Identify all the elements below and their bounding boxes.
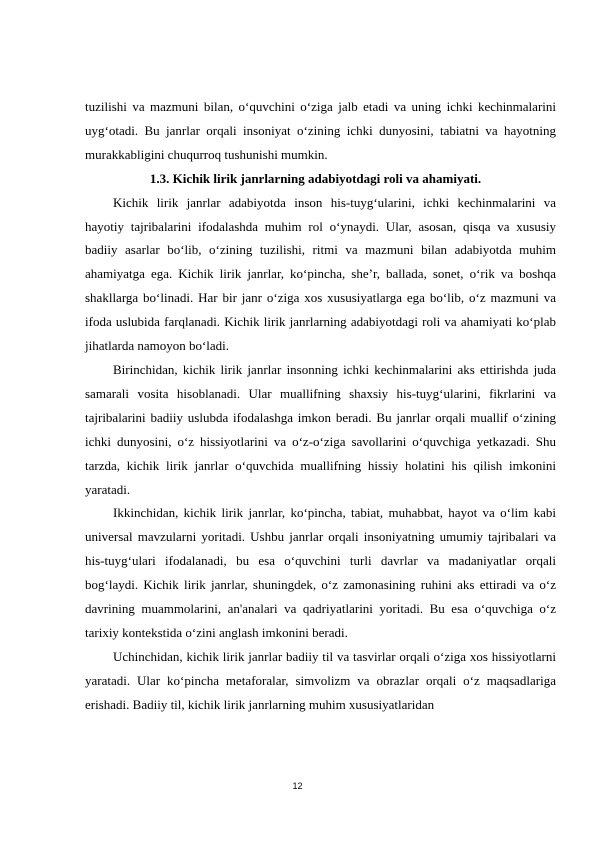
paragraph: Birinchidan, kichik lirik janrlar insonning ichki kechinmalarini aks ettirishda juda samarali vosita hisoblanadi. Ular muallifning shaxsiy his-tuyg‘ularini, fikrlarini va tajribalarini badiiy uslubda ifodalashga imkon beradi. Bu janrlar orqali muallif o‘zining ichki dunyosini, o‘z hissiyotlarini va o‘z-o‘ziga savollarini o‘quvchiga yetkazadi. Shu tarzda, kichik lirik janrlar o‘quvchida muallifning hissiy holatini his qilish imkonini yaratadi. [85, 361, 556, 497]
paragraph: Uchinchidan, kichik lirik janrlar badiiy til va tasvirlar orqali o‘ziga xos hissiyotlarni yaratadi. Ular ko‘pincha metaforalar, simvolizm va obrazlar orqali o‘z maqsadlariga erishadi. Badiiy til, kichik lirik janrlarning muhim xususiyatlaridan [85, 648, 556, 712]
paragraph-continuation: tuzilishi va mazmuni bilan, o‘quvchini o‘ziga jalb etadi va uning ichki kechinmalarini uyg‘otadi. Bu janrlar orqali insoniyat o‘zining ichki dunyosini, tabiatni va hayotning murakkabligini chuqurroq tushunishi mumkin. [85, 99, 556, 162]
paragraph: Kichik lirik janrlar adabiyotda inson his-tuyg‘ularini, ichki kechinmalarini va hayotiy tajribalarini ifodalashda muhim rol o‘ynaydi. Ular, asosan, qisqa va xususiy badiiy asarlar bo‘lib, o‘zining tuzilishi, ritmi va mazmuni bilan adabiyotda muhim ahamiyatga ega. Kichik lirik janrlar, ko‘pincha, she’r, ballada, sonet, o‘rik va boshqa shakllarga bo‘linadi. Har bir janr o‘ziga xos xususiyatlarga ega bo‘lib, o‘z mazmuni va ifoda uslubida farqlanadi. Kichik lirik janrlarning adabiyotdagi roli va ahamiyati ko‘plab jihatlarda namoyon bo‘ladi. [85, 194, 556, 354]
section-heading: 1.3. Kichik lirik janrlarning adabiyotdagi roli va ahamiyati. [149, 170, 482, 186]
page-number: 12 [292, 781, 303, 791]
page-body [85, 95, 556, 717]
paragraph: Ikkinchidan, kichik lirik janrlar, ko‘pincha, tabiat, muhabbat, hayot va o‘lim kabi universal mavzularni yoritadi. Ushbu janrlar orqali insoniyatning umumiy tajribalari va his-tuyg‘ulari ifodalanadi, bu esa o‘quvchini turli davrlar va madaniyatlar orqali bog‘laydi. Kichik lirik janrlar, shuningdek, o‘z zamonasining ruhini aks ettiradi va o‘z davrining muammolarini, an'analari va qadriyatlarini yoritadi. Bu esa o‘quvchiga o‘z tarixiy kontekstida o‘zini anglash imkonini beradi. [85, 505, 556, 640]
